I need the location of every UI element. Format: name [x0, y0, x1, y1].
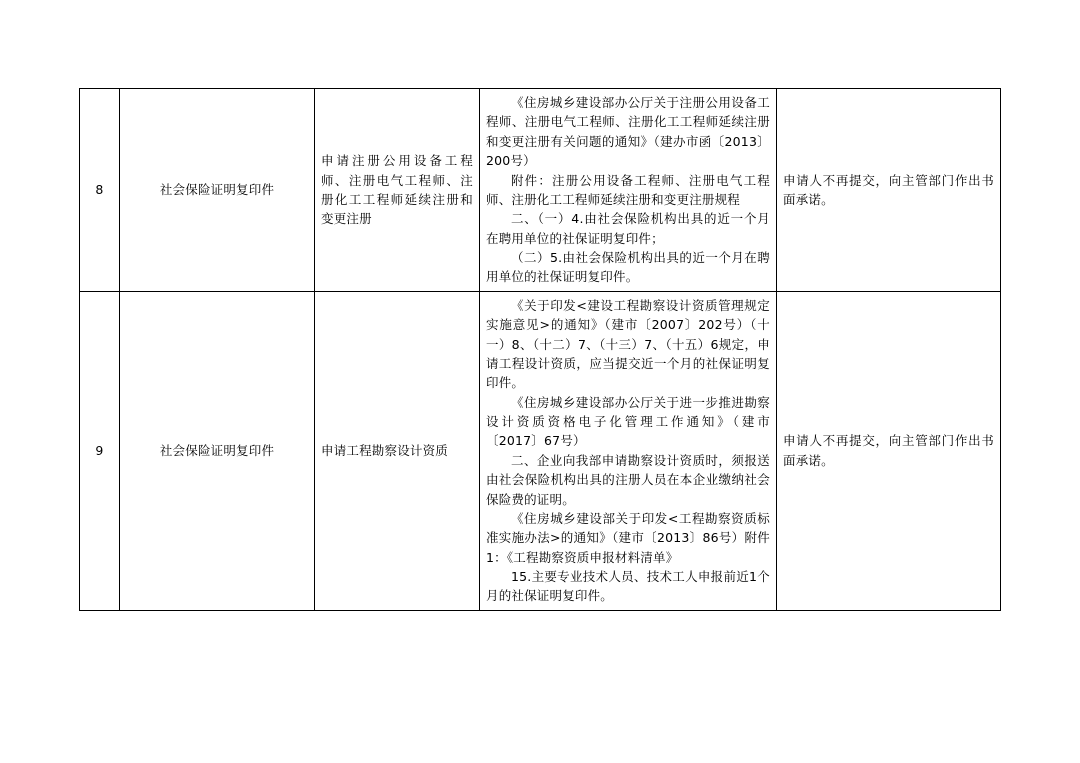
row-number: 8 — [80, 89, 120, 292]
row-basis — [480, 89, 777, 292]
basis-paragraph: 15.主要专业技术人员、技术工人申报前近1个月的社保证明复印件。 — [486, 569, 770, 604]
row-number: 9 — [80, 291, 120, 610]
basis-paragraph: 《住房城乡建设部关于印发<工程勘察资质标准实施办法>的通知》（建市〔2013〕86号）附件1：《工程勘察资质申报材料清单》 — [486, 510, 770, 565]
requirement-text: 申请工程勘察设计资质 — [321, 443, 449, 459]
basis-paragraph: 《住房城乡建设部办公厅关于进一步推进勘察设计资质资格电子化管理工作通知》（建市〔2017〕67号） — [486, 394, 770, 449]
row-item-name: 社会保险证明复印件 — [120, 291, 315, 610]
row-item-name: 社会保险证明复印件 — [120, 89, 315, 292]
basis-paragraph: （二）5.由社会保险机构出具的近一个月在聘用单位的社保证明复印件。 — [486, 250, 770, 285]
row-note — [777, 89, 1001, 292]
note-text: 申请人不再提交，向主管部门作出书面承诺。 — [783, 433, 994, 468]
basis-paragraph: 二、企业向我部申请勘察设计资质时，须报送由社会保险机构出具的注册人员在本企业缴纳社会保险费的证明。 — [486, 452, 770, 507]
row-note — [777, 291, 1001, 610]
basis-paragraph: 《住房城乡建设部办公厅关于注册公用设备工程师、注册电气工程师、注册化工工程师延续注册和变更注册有关问题的通知》（建办市函〔2013〕200号） — [486, 95, 770, 169]
basis-paragraph: 《关于印发<建设工程勘察设计资质管理规定实施意见>的通知》（建市〔2007〕202号）（十一）8、（十二）7、（十三）7、（十五）6规定，申请工程设计资质，应当提交近一个月的社保证明复印件。 — [486, 297, 770, 391]
note-text: 申请人不再提交，向主管部门作出书面承诺。 — [783, 172, 994, 207]
basis-paragraph: 二、（一）4.由社会保险机构出具的近一个月在聘用单位的社保证明复印件； — [486, 211, 770, 246]
row-requirement — [315, 291, 480, 610]
requirements-table — [79, 88, 1001, 611]
row-basis — [480, 291, 777, 610]
table-row — [80, 291, 1001, 610]
row-requirement — [315, 89, 480, 292]
basis-paragraph: 附件：注册公用设备工程师、注册电气工程师、注册化工工程师延续注册和变更注册规程 — [486, 172, 770, 207]
table-row — [80, 89, 1001, 292]
requirement-text: 申请注册公用设备工程师、注册电气工程师、注册化工工程师延续注册和变更注册 — [321, 153, 473, 227]
